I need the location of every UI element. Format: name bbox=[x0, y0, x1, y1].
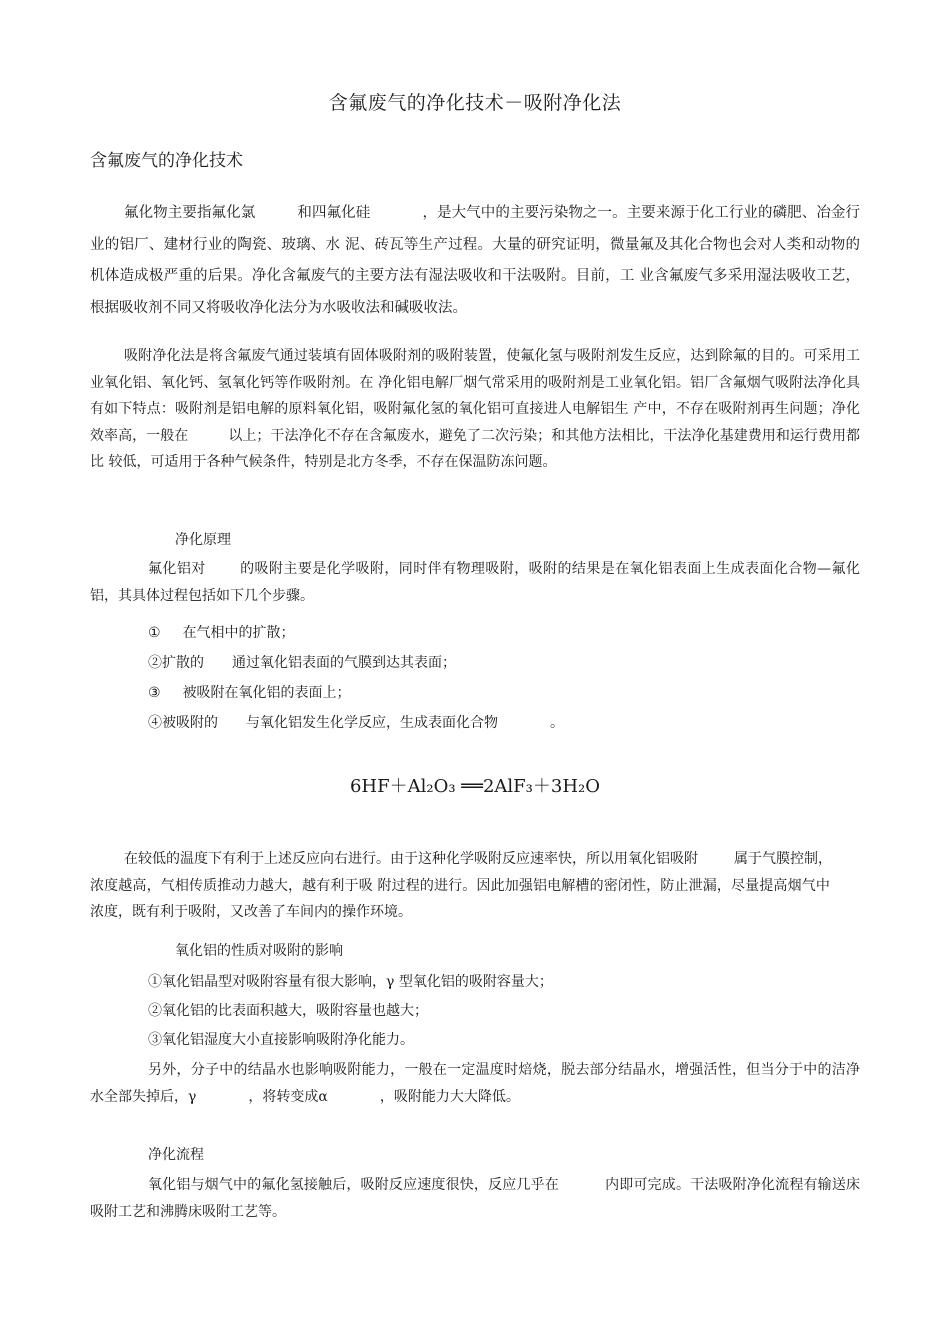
text-run: ① bbox=[148, 625, 161, 641]
text-run: 的吸附主要是化学吸附，同时伴有物理吸附，吸附的结果是在氧化铝表面上生成表面化合物—氟化铝，其具体过程包括如下几个步骤。 bbox=[90, 561, 860, 604]
paragraph-reaction bbox=[90, 846, 860, 926]
text-run: 内即可完成。干法吸附净化流程有输送床吸附工艺和沸腾床吸附工艺等。 bbox=[90, 1177, 861, 1220]
text-run: 与氧化铝发生化学反应，生成表面化合物 bbox=[246, 715, 498, 731]
paragraph-flow bbox=[90, 1172, 860, 1225]
text-run: 在气相中的扩散； bbox=[182, 625, 295, 641]
text-run: 在较低的温度下有利于上述反应向右进行。由于这种化学吸附反应速率快，所以用氧化铝吸附 bbox=[124, 851, 698, 867]
paragraph-principle bbox=[90, 556, 860, 609]
property-item: ②氧化铝的比表面积越大，吸附容量也越大； bbox=[148, 1003, 428, 1019]
property-heading: 氧化铝的性质对吸附的影响 bbox=[175, 943, 343, 959]
principle-heading: 净化原理 bbox=[175, 532, 231, 548]
paragraph-adsorption bbox=[90, 343, 860, 476]
paragraph-crystal-water bbox=[90, 1057, 860, 1110]
section-heading: 含氟废气的净化技术 bbox=[90, 151, 243, 171]
text-run: 吸附净化法是将含氟废气通过装填有固体吸附剂的吸附装置，使氟化氢与吸附剂发生反应，达到除氟的目的。可采用工业氧化铝、氧化钙、氢氧化钙等作吸附剂。在 净化铝电解厂烟气常采用的吸附剂是工业氧化铝。铝厂含氟烟气吸附法净化具有如下特点：吸附剂是铝电解的原料氧化铝，吸附氟化氢的氧化铝可直接进人电解铝生 产中，不存在吸附剂再生问题；净化效率高，一般在 bbox=[90, 348, 860, 444]
text-run: 属于气膜控制， bbox=[734, 851, 832, 867]
step-2 bbox=[148, 652, 456, 672]
text-run: ④被吸附的 bbox=[148, 715, 218, 731]
text-run: 氧化铝与烟气中的氟化氢接触后，吸附反应速度很快，反应几乎在 bbox=[148, 1177, 559, 1193]
chemical-equation: 6HF＋Al₂O₃ ══2AlF₃＋3H₂O bbox=[349, 776, 600, 797]
text-run: ，是大气中的主要污染物之一。主要来源于化工行业的磷肥、冶金行业的铝厂、建材行业的陶瓷、玻璃、水 泥、砖瓦等生产过程。大量的研究证明，微量氟及其化合物也会对人类和动物的机体造成极严重的后果。净化含氟废气的主要方法有湿法吸收和干法吸附。目前，工 业含氟废气多采用湿法吸收工艺，根据吸收剂不同又将吸收净化法分为水吸收法和碱吸收法。 bbox=[90, 205, 861, 316]
text-run: 通过氧化铝表面的气膜到达其表面； bbox=[232, 655, 456, 671]
property-item: ③氧化铝湿度大小直接影响吸附净化能力。 bbox=[148, 1032, 414, 1048]
flow-heading: 净化流程 bbox=[148, 1147, 204, 1163]
text-run: 浓度越高，气相传质推动力越大，越有利于吸 附过程的进行。因此加强铝电解槽的密闭性，防止泄漏，尽量提高烟气中 bbox=[90, 877, 830, 894]
step-4 bbox=[148, 712, 564, 732]
text-run: 。 bbox=[550, 715, 564, 731]
step-1 bbox=[148, 622, 295, 642]
property-item: ①氧化铝晶型对吸附容量有很大影响，γ 型氧化铝的吸附容量大； bbox=[148, 974, 553, 990]
text-run: 浓度，既有利于吸附，又改善了车间内的操作环境。 bbox=[90, 904, 412, 920]
text-run: 氟化物主要指氟化氯 bbox=[124, 205, 256, 221]
page-title: 含氟废气的净化技术－吸附净化法 bbox=[328, 92, 622, 114]
text-run: ②扩散的 bbox=[148, 655, 204, 671]
text-run: ③ bbox=[148, 685, 161, 701]
text-run: 被吸附在氧化铝的表面上； bbox=[182, 685, 351, 701]
text-run: 氟化铝对 bbox=[148, 561, 206, 577]
text-run: 和四氟化硅 bbox=[297, 205, 371, 221]
text-run: ，将转变成α bbox=[248, 1088, 328, 1105]
step-3 bbox=[148, 682, 351, 702]
paragraph-intro bbox=[90, 198, 860, 324]
text-run: 以上；干法净化不存在含氟废水，避免了二次污染；和其他方法相比，干法净化基建费用和运行费用都比 较低，可适用于各种气候条件，特别是北方冬季，不存在保温防冻问题。 bbox=[90, 427, 861, 470]
text-run: ，吸附能力大大降低。 bbox=[379, 1088, 520, 1105]
text-run: 另外，分子中的结晶水也影响吸附能力，一般在一定温度时焙烧，脱去部分结晶水，增强活性，但当分于中的洁净水全部失掉后，γ bbox=[90, 1062, 860, 1105]
